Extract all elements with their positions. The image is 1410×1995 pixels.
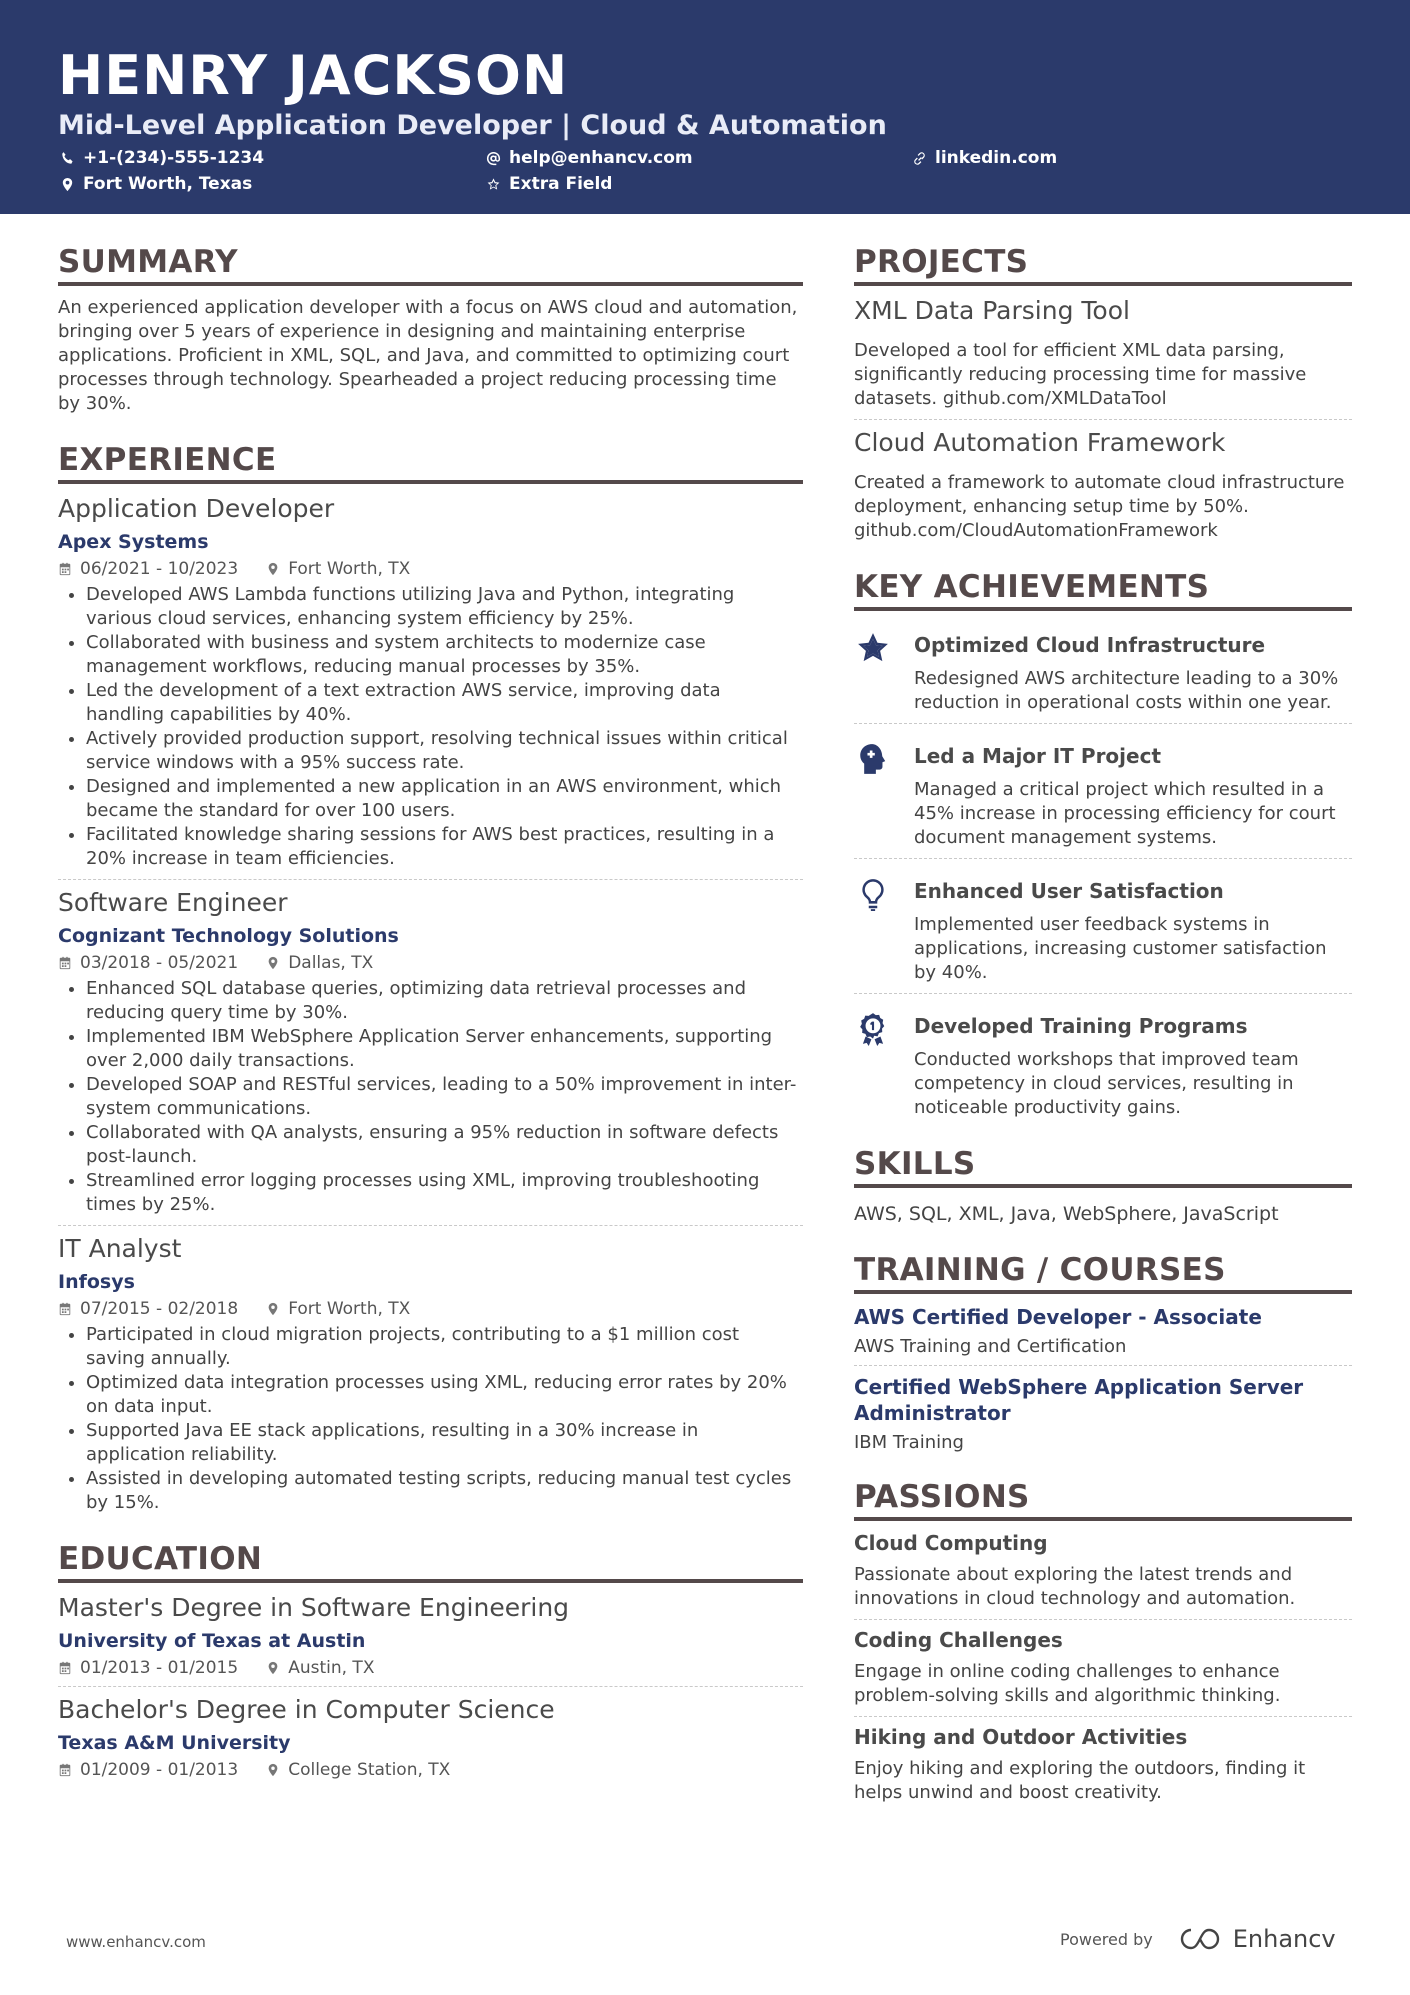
job-location: Fort Worth, TX — [266, 559, 410, 579]
experience-section — [58, 442, 803, 1515]
enhancv-logo-icon — [1179, 1926, 1225, 1952]
education-dates: 01/2009 - 01/2013 — [58, 1760, 238, 1780]
training-section — [854, 1252, 1352, 1453]
education-meta — [58, 1760, 803, 1780]
education-meta — [58, 1658, 803, 1678]
divider — [58, 879, 803, 880]
passion-description: Passionate about exploring the latest trends and innovations in cloud technology and automation. — [854, 1564, 1296, 1609]
job-bullet: • Collaborated with QA analysts, ensuring a 95% reduction in software defects post-launch. — [86, 1121, 803, 1169]
course-provider: IBM Training — [854, 1432, 964, 1453]
job-bullet: • Supported Java EE stack applications, resulting in a 30% increase in application reliability. — [86, 1419, 803, 1467]
job-bullet: • Enhanced SQL database queries, optimizing data retrieval processes and reducing query time by 30%. — [86, 977, 803, 1025]
job-meta — [58, 953, 803, 973]
at-sign-icon — [486, 151, 501, 166]
calendar-icon — [58, 1661, 72, 1675]
calendar-icon — [58, 1302, 72, 1316]
project-description: Developed a tool for efficient XML data parsing, significantly reducing processing time for massive datasets. github.com/XMLDataTool — [854, 340, 1307, 409]
job-bullet: • Facilitated knowledge sharing sessions for AWS best practices, resulting in a 20% increase in team efficiencies. — [86, 823, 803, 871]
experience-item — [58, 1234, 803, 1515]
divider — [854, 1619, 1352, 1620]
education-list — [58, 1593, 803, 1780]
left-column — [58, 244, 803, 1806]
footer-website[interactable]: www.enhancv.com — [66, 1933, 206, 1951]
job-bullet: • Assisted in developing automated testing scripts, reducing manual test cycles by 15%. — [86, 1467, 803, 1515]
course-title: AWS Certified Developer - Associate — [854, 1305, 1262, 1329]
training-heading: TRAINING / COURSES — [854, 1252, 1352, 1294]
project-title: XML Data Parsing Tool — [854, 296, 1130, 325]
degree-title: Bachelor's Degree in Computer Science — [58, 1695, 555, 1724]
projects-list — [854, 296, 1352, 543]
achievement-title: Developed Training Programs — [914, 1014, 1248, 1038]
projects-section — [854, 244, 1352, 543]
job-location: Dallas, TX — [266, 953, 373, 973]
achievement-description: Implemented user feedback systems in applications, increasing customer satisfaction by 40%. — [914, 914, 1327, 983]
phone-icon — [60, 151, 75, 166]
achievement-description: Managed a critical project which resulted in a 45% increase in processing efficiency for court document management systems. — [914, 779, 1336, 848]
experience-heading: EXPERIENCE — [58, 442, 803, 484]
divider — [854, 1716, 1352, 1717]
right-column — [854, 244, 1352, 1831]
job-bullet: • Optimized data integration processes using XML, reducing error rates by 20% on data input. — [86, 1371, 803, 1419]
job-meta — [58, 1299, 803, 1319]
location-pin-icon — [266, 1302, 280, 1316]
calendar-icon — [58, 956, 72, 970]
job-dates: 03/2018 - 05/2021 — [58, 953, 238, 973]
school-name: University of Texas at Austin — [58, 1630, 366, 1652]
contact-linkedin[interactable]: linkedin.com — [912, 148, 1057, 168]
achievement-body — [914, 1008, 1352, 1120]
lightbulb-icon — [854, 873, 892, 985]
achievement-title: Optimized Cloud Infrastructure — [914, 633, 1266, 657]
experience-list — [58, 494, 803, 1515]
company-name: Apex Systems — [58, 531, 209, 553]
divider — [854, 1365, 1352, 1366]
candidate-name: HENRY JACKSON — [58, 44, 569, 107]
passion-title: Hiking and Outdoor Activities — [854, 1725, 1188, 1749]
passion-item — [854, 1628, 1352, 1708]
powered-by-label: Powered by — [1060, 1929, 1153, 1949]
achievement-body — [914, 873, 1352, 985]
job-dates: 06/2021 - 10/2023 — [58, 559, 238, 579]
calendar-icon — [58, 562, 72, 576]
skills-text: AWS, SQL, XML, Java, WebSphere, JavaScript — [854, 1203, 1279, 1225]
calendar-icon — [58, 1763, 72, 1777]
education-dates: 01/2013 - 01/2015 — [58, 1658, 238, 1678]
brain-head-icon — [854, 738, 892, 850]
school-name: Texas A&M University — [58, 1732, 291, 1754]
education-item — [58, 1695, 803, 1780]
brand-logo[interactable] — [1179, 1925, 1336, 1953]
divider — [854, 419, 1352, 420]
education-item — [58, 1593, 803, 1678]
contact-location: Fort Worth, Texas — [60, 174, 252, 194]
job-title: Software Engineer — [58, 888, 288, 917]
achievement-title: Led a Major IT Project — [914, 744, 1162, 768]
degree-title: Master's Degree in Software Engineering — [58, 1593, 570, 1622]
star-outline-icon — [486, 177, 501, 192]
skills-section — [854, 1146, 1352, 1226]
passion-item — [854, 1725, 1352, 1805]
job-bullet: • Implemented IBM WebSphere Application Server enhancements, supporting over 2,000 daily transactions. — [86, 1025, 803, 1073]
star-icon — [854, 627, 892, 715]
training-list — [854, 1304, 1352, 1453]
job-bullet: • Streamlined error logging processes using XML, improving troubleshooting times by 25%. — [86, 1169, 803, 1217]
job-bullet: • Led the development of a text extraction AWS service, improving data handling capabilities by 40%. — [86, 679, 803, 727]
job-bullet: • Participated in cloud migration projects, contributing to a $1 million cost saving annually. — [86, 1323, 803, 1371]
achievement-description: Redesigned AWS architecture leading to a 30% reduction in operational costs within one year. — [914, 668, 1339, 713]
job-bullets — [58, 1323, 803, 1515]
job-bullet: • Actively provided production support, resolving technical issues within critical service windows with a 95% success rate. — [86, 727, 803, 775]
passions-list — [854, 1531, 1352, 1805]
passion-description: Enjoy hiking and exploring the outdoors, finding it helps unwind and boost creativity. — [854, 1758, 1306, 1803]
project-item — [854, 296, 1352, 411]
company-name: Infosys — [58, 1271, 135, 1293]
job-title: Application Developer — [58, 494, 335, 523]
education-location: Austin, TX — [266, 1658, 374, 1678]
achievement-item — [854, 867, 1352, 985]
achievement-description: Conducted workshops that improved team competency in cloud services, resulting in noticeable productivity gains. — [914, 1049, 1299, 1118]
experience-item — [58, 494, 803, 871]
location-pin-icon — [266, 1661, 280, 1675]
job-title: IT Analyst — [58, 1234, 182, 1263]
divider — [58, 1686, 803, 1687]
achievement-item — [854, 1002, 1352, 1120]
location-pin-icon — [266, 1763, 280, 1777]
job-bullet: • Developed AWS Lambda functions utilizing Java and Python, integrating various cloud services, enhancing system efficiency by 25%. — [86, 583, 803, 631]
passion-title: Coding Challenges — [854, 1628, 1063, 1652]
skills-heading: SKILLS — [854, 1146, 1352, 1188]
education-location: College Station, TX — [266, 1760, 450, 1780]
course-title: Certified WebSphere Application Server Administrator — [854, 1375, 1304, 1425]
projects-heading: PROJECTS — [854, 244, 1352, 286]
divider — [854, 858, 1352, 859]
experience-item — [58, 888, 803, 1217]
achievement-title: Enhanced User Satisfaction — [914, 879, 1224, 903]
footer-powered — [1060, 1925, 1336, 1953]
divider — [854, 993, 1352, 994]
passion-title: Cloud Computing — [854, 1531, 1048, 1555]
job-meta — [58, 559, 803, 579]
contact-extra: Extra Field — [486, 174, 612, 194]
job-bullet: • Designed and implemented a new application in an AWS environment, which became the standard for over 100 users. — [86, 775, 803, 823]
job-location: Fort Worth, TX — [266, 1299, 410, 1319]
passions-section — [854, 1479, 1352, 1805]
training-item — [854, 1304, 1352, 1357]
job-dates: 07/2015 - 02/2018 — [58, 1299, 238, 1319]
award-ribbon-icon — [854, 1008, 892, 1120]
passion-item — [854, 1531, 1352, 1611]
achievement-body — [914, 738, 1352, 850]
contact-phone[interactable]: +1-(234)-555-1234 — [60, 148, 264, 168]
candidate-title: Mid-Level Application Developer | Cloud & Automation — [58, 110, 887, 141]
divider — [854, 723, 1352, 724]
passion-description: Engage in online coding challenges to enhance problem-solving skills and algorithmic thinking. — [854, 1661, 1281, 1706]
job-bullet: • Developed SOAP and RESTful services, leading to a 50% improvement in inter-system communications. — [86, 1073, 803, 1121]
location-pin-icon — [266, 956, 280, 970]
achievement-item — [854, 732, 1352, 850]
passions-heading: PASSIONS — [854, 1479, 1352, 1521]
project-description: Created a framework to automate cloud infrastructure deployment, enhancing setup time by 50%. github.com/CloudAutomationFramework — [854, 472, 1345, 541]
location-pin-icon — [60, 177, 75, 192]
education-heading: EDUCATION — [58, 1541, 803, 1583]
divider — [58, 1225, 803, 1226]
location-pin-icon — [266, 562, 280, 576]
summary-heading: SUMMARY — [58, 244, 803, 286]
brand-name: Enhancv — [1232, 1925, 1336, 1953]
company-name: Cognizant Technology Solutions — [58, 925, 399, 947]
project-title: Cloud Automation Framework — [854, 428, 1226, 457]
link-icon — [912, 151, 927, 166]
education-section — [58, 1541, 803, 1780]
job-bullets — [58, 977, 803, 1217]
job-bullet: • Collaborated with business and system architects to modernize case management workflows, reducing manual processes by 35%. — [86, 631, 803, 679]
achievements-section — [854, 569, 1352, 1120]
achievements-list — [854, 621, 1352, 1120]
course-provider: AWS Training and Certification — [854, 1336, 1127, 1357]
achievement-body — [914, 627, 1352, 715]
achievement-item — [854, 621, 1352, 715]
contact-email[interactable]: help@enhancv.com — [486, 148, 693, 168]
achievements-heading: KEY ACHIEVEMENTS — [854, 569, 1352, 611]
job-bullets — [58, 583, 803, 871]
project-item — [854, 428, 1352, 543]
summary-section — [58, 244, 803, 416]
training-item — [854, 1374, 1352, 1453]
summary-text: An experienced application developer with a focus on AWS cloud and automation, bringing over 5 years of experience in designing and maintaining enterprise applications. Proficient in XML, SQL, and Java, and committed to optimizing court processes through technology. Spearheaded a project reducing processing time by 30%. — [58, 297, 798, 414]
resume-header — [0, 0, 1410, 214]
